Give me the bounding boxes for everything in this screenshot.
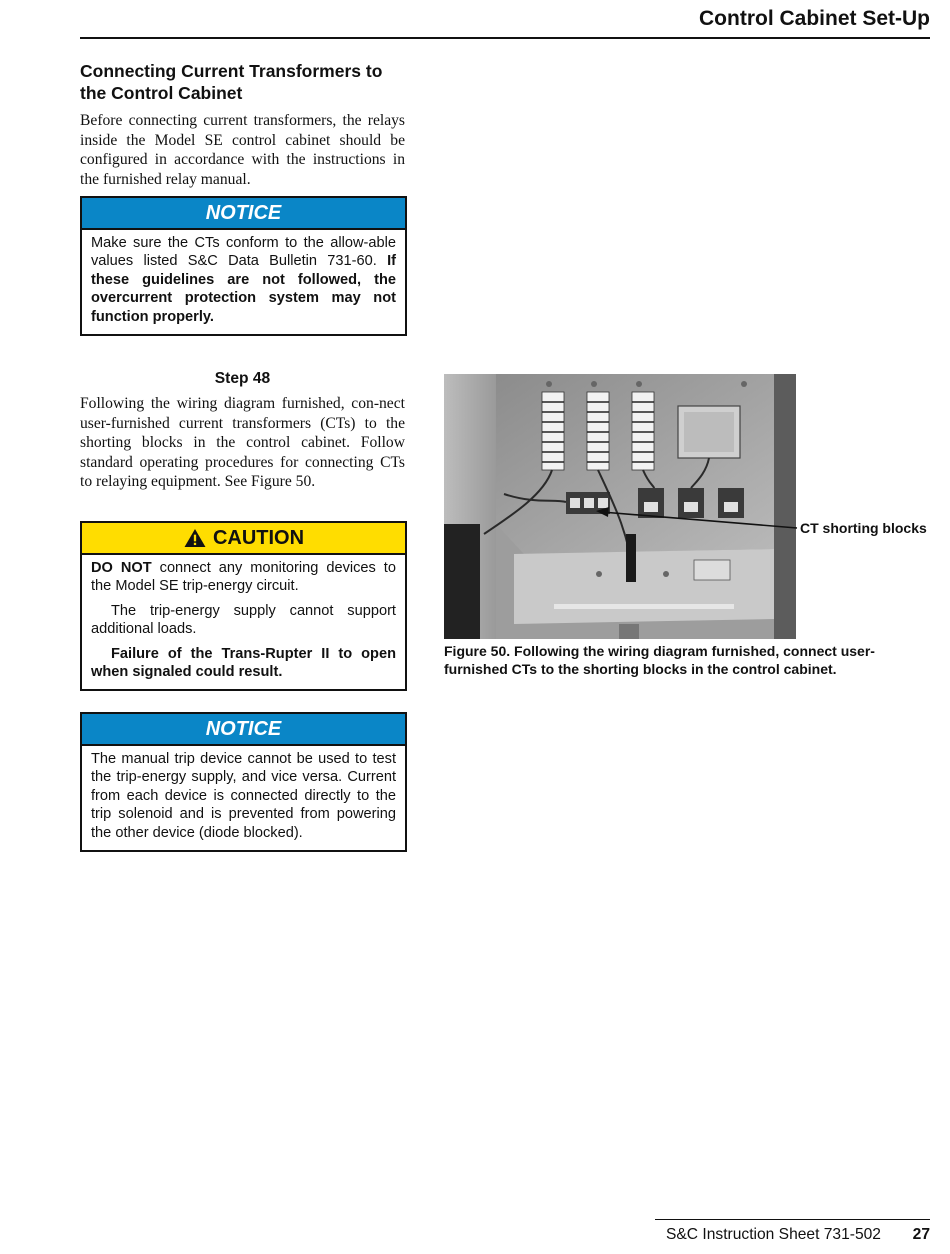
notice-header: NOTICE (82, 198, 405, 230)
caution-body (82, 555, 405, 689)
step-heading: Step 48 (214, 370, 271, 387)
header-rule (80, 37, 930, 39)
figure-caption: Figure 50. Following the wiring diagram furnished, connect user-furnished CTs to the shorting blocks in the control cabinet. (444, 643, 875, 677)
notice-warning-text: If these guidelines are not followed, the overcurrent protection system may not function properly. (91, 253, 396, 325)
notice-body (82, 230, 405, 334)
notice-box-ct-guidelines (80, 196, 407, 336)
caution-text-3: Failure of the Trans-Rupter II to open when signaled could result. (91, 645, 396, 681)
notice-body (82, 746, 405, 850)
intro-paragraph: Before connecting current transformers, the relays inside the Model SE control cabinet should be configured in accordance with the instructions in the furnished relay manual. (80, 112, 405, 188)
page-number: 27 (912, 1226, 930, 1243)
section-heading: Connecting Current Transformers to the Control Cabinet (80, 61, 383, 103)
notice-header: NOTICE (82, 714, 405, 746)
caution-text-2: The trip-energy supply cannot support additional loads. (91, 602, 396, 638)
page-header-title: Control Cabinet Set-Up (699, 7, 930, 30)
footer-rule (655, 1219, 930, 1220)
caution-text-1: connect any monitoring devices to the Model SE trip-energy circuit. (91, 560, 396, 595)
step-paragraph: Following the wiring diagram furnished, con-nect user-furnished current transformers (CTs) to the shorting blocks in the control cabinet. Follow standard operating procedures for connecting CTs to relaying equipment. See Figure 50. (80, 395, 405, 490)
figure-callout-label: CT shorting blocks (800, 520, 927, 536)
warning-triangle-icon (183, 528, 207, 548)
caution-header (82, 523, 405, 555)
caution-do-not: DO NOT (91, 560, 152, 576)
footer-document-id: S&C Instruction Sheet 731-502 (666, 1226, 881, 1243)
caution-label: CAUTION (212, 526, 305, 549)
notice-box-manual-trip (80, 712, 407, 852)
caution-box (80, 521, 407, 691)
notice-text: The manual trip device cannot be used to test the trip-energy supply, and vice versa. Current from each device is connected directly to the trip solenoid and is prevented from powering the other device (diode blocked). (91, 751, 396, 841)
notice-text: Make sure the CTs conform to the allow-able values listed S&C Data Bulletin 731-60. (91, 235, 396, 270)
control-cabinet-photo (444, 374, 796, 639)
